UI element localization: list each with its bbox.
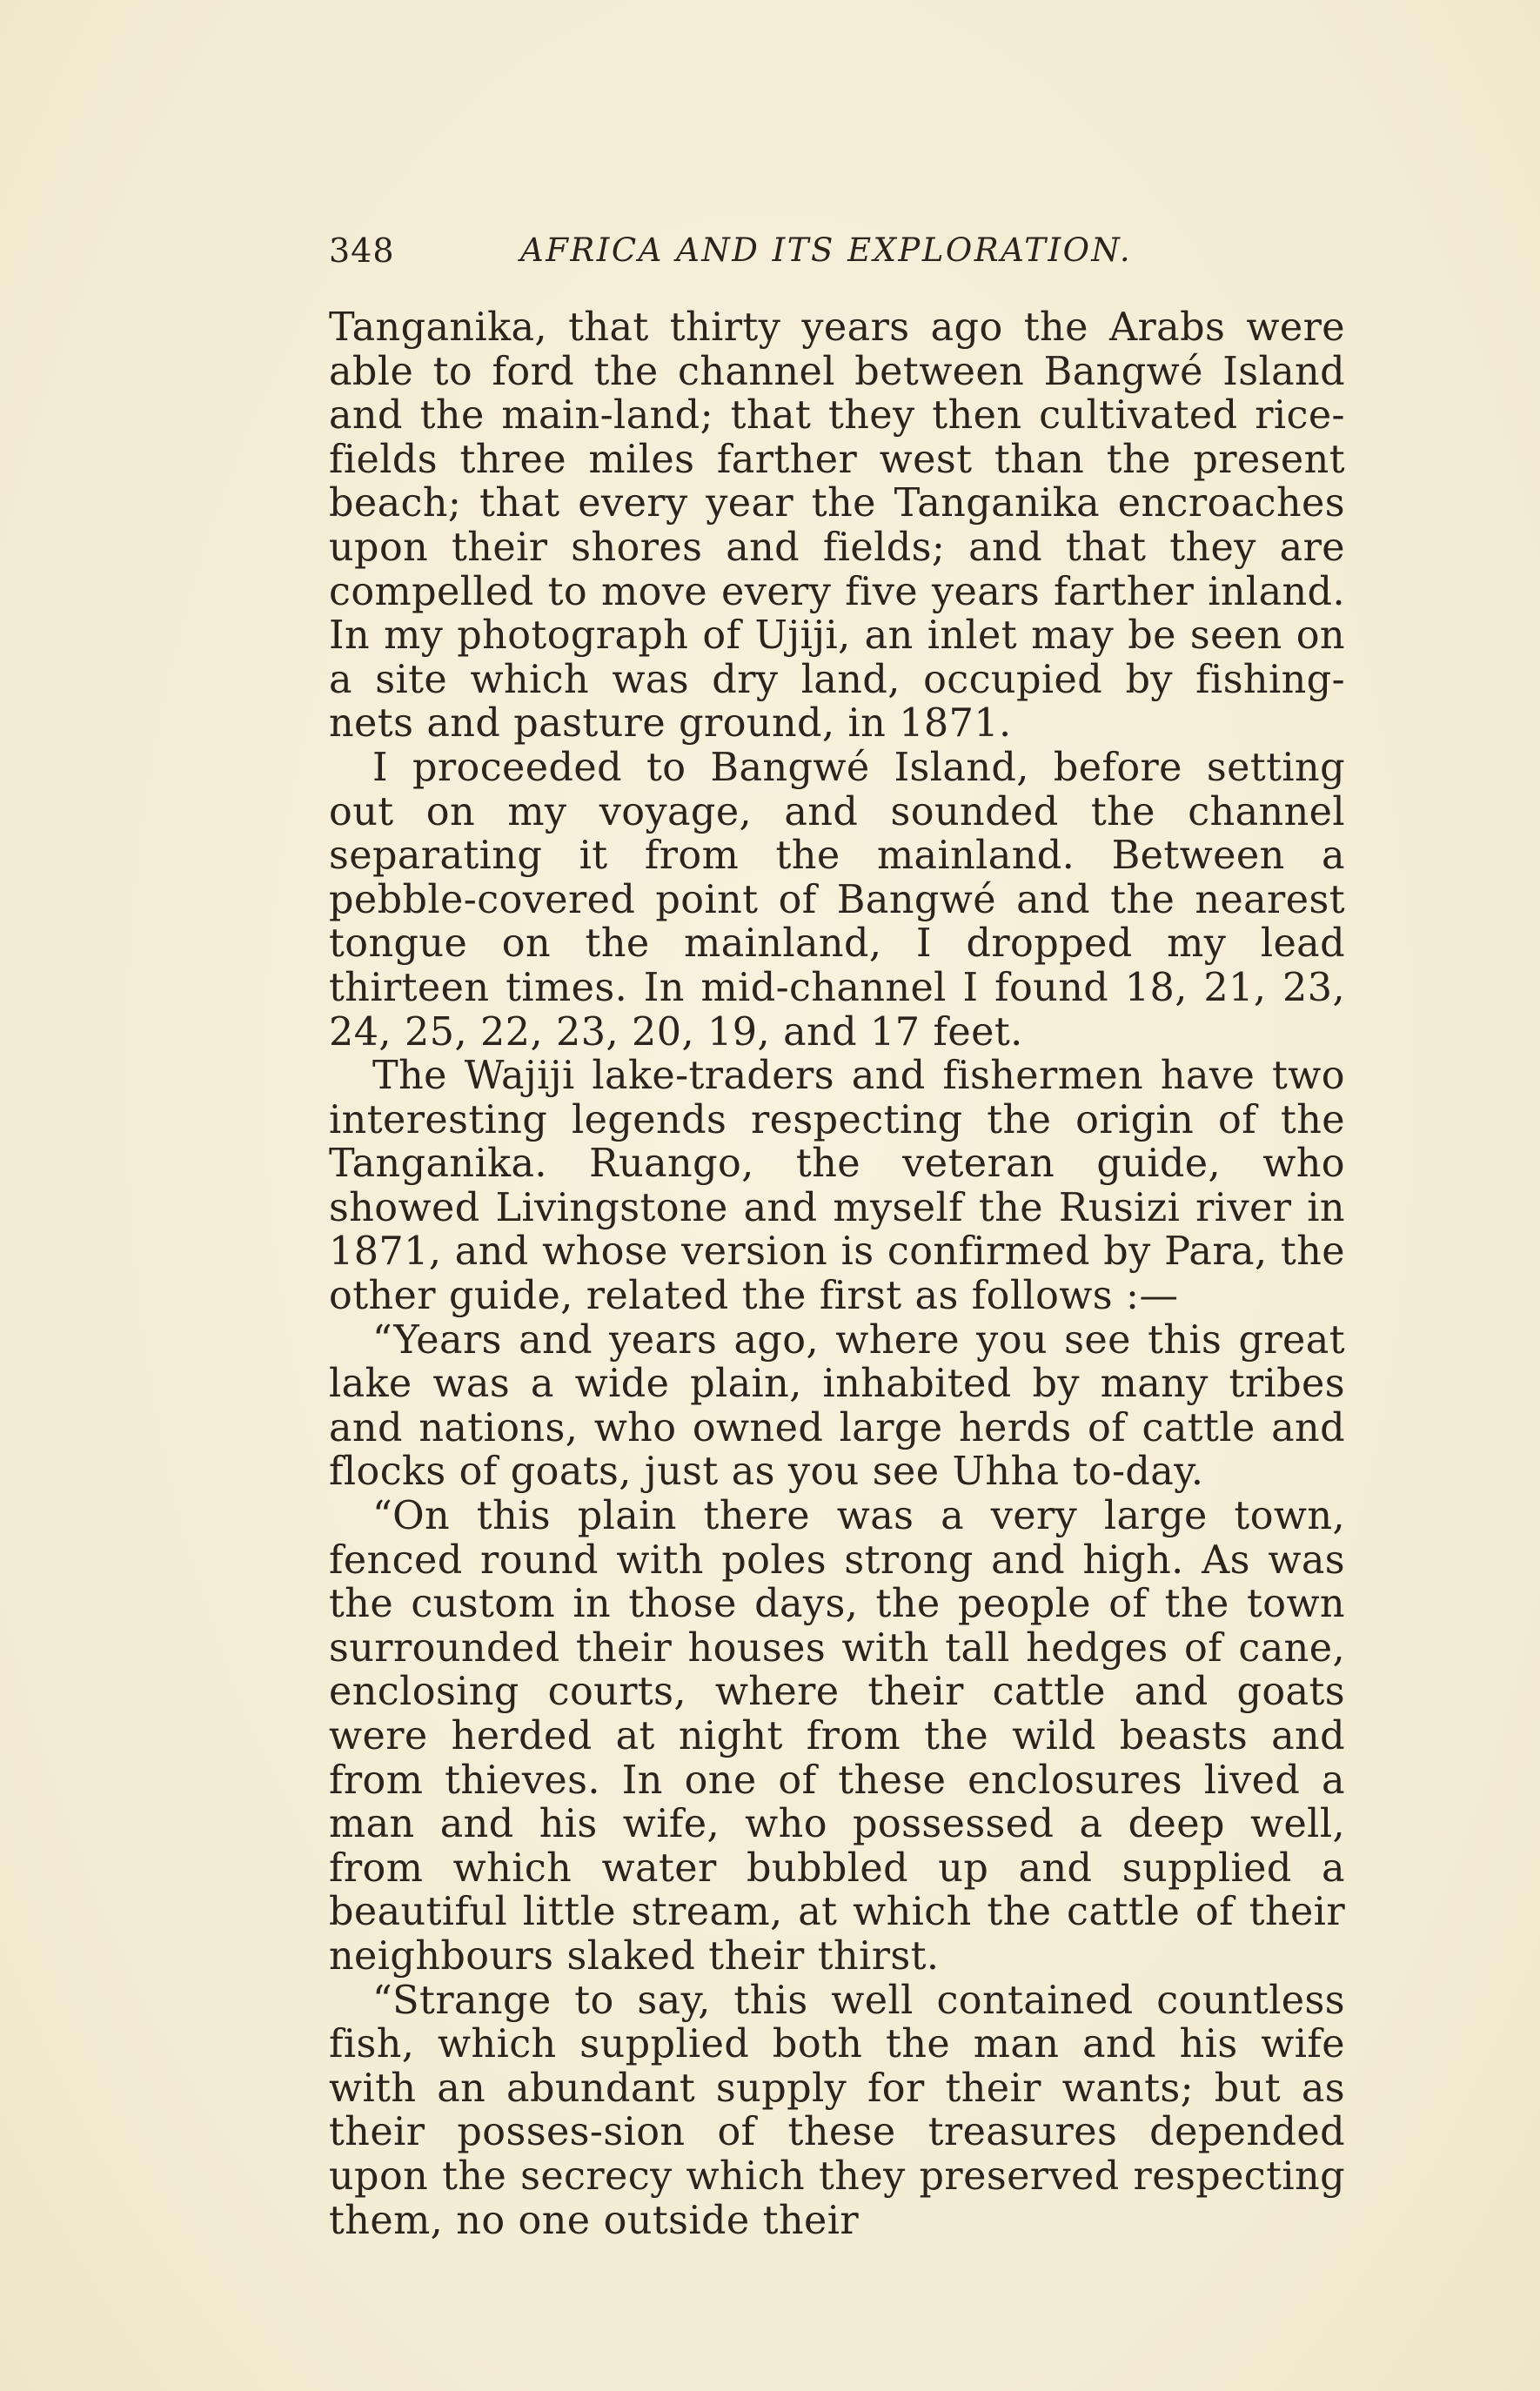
page-number: 348 bbox=[329, 231, 395, 270]
paragraph-legends-intro: The Wajiji lake-traders and fishermen have two interesting legends respecting the origin of the Tanganika. Ruango, the veteran guide, who showed Livingstone and myself the Rusizi river in 1871, and whose version is confirmed by Para, the other guide, related the first as follows :— bbox=[329, 1054, 1345, 1319]
paragraph-legend-plain: “Years and years ago, where you see this great lake was a wide plain, inhabited by many tribes and nations, who owned large herds of cattle and flocks of goats, just as you see Uhha to-day. bbox=[329, 1317, 1345, 1495]
paragraph-legend-well: “Strange to say, this well contained countless fish, which supplied both the man and his wife with an abundant supply for their wants; but as their posses-sion of these treasures depended upon the secrecy which they preserved respecting them, no one outside their bbox=[329, 1978, 1345, 2243]
running-head bbox=[329, 231, 1201, 275]
running-title: AFRICA AND ITS EXPLORATION. bbox=[520, 231, 1133, 269]
body-text bbox=[329, 306, 1345, 2243]
paragraph-bangwe-soundings: I proceeded to Bangwé Island, before setting out on my voyage, and sounded the channel separating it from the mainland. Between a pebble-covered point of Bangwé and the nearest tongue on the mainland, I dropped my lead thirteen times. In mid-channel I found 18, 21, 23, 24, 25, 22, 23, 20, 19, and 17 feet. bbox=[329, 745, 1345, 1055]
paragraph-continued: Tanganika, that thirty years ago the Arabs were able to ford the channel between Bangwé Island and the main-land; that they then cultivated rice-fields three miles farther west than the present beach; that every year the Tanganika encroaches upon their shores and fields; and that they are compelled to move every five years farther inland. In my photograph of Ujiji, an inlet may be seen on a site which was dry land, occupied by fishing-nets and pasture ground, in 1871. bbox=[329, 305, 1345, 747]
paragraph-legend-town: “On this plain there was a very large town, fenced round with poles strong and high. As was the custom in those days, the people of the town surrounded their houses with tall hedges of cane, enclosing courts, where their cattle and goats were herded at night from the wild beasts and from thieves. In one of these enclosures lived a man and his wife, who possessed a deep well, from which water bubbled up and supplied a beautiful little stream, at which the cattle of their neighbours slaked their thirst. bbox=[329, 1494, 1345, 1979]
